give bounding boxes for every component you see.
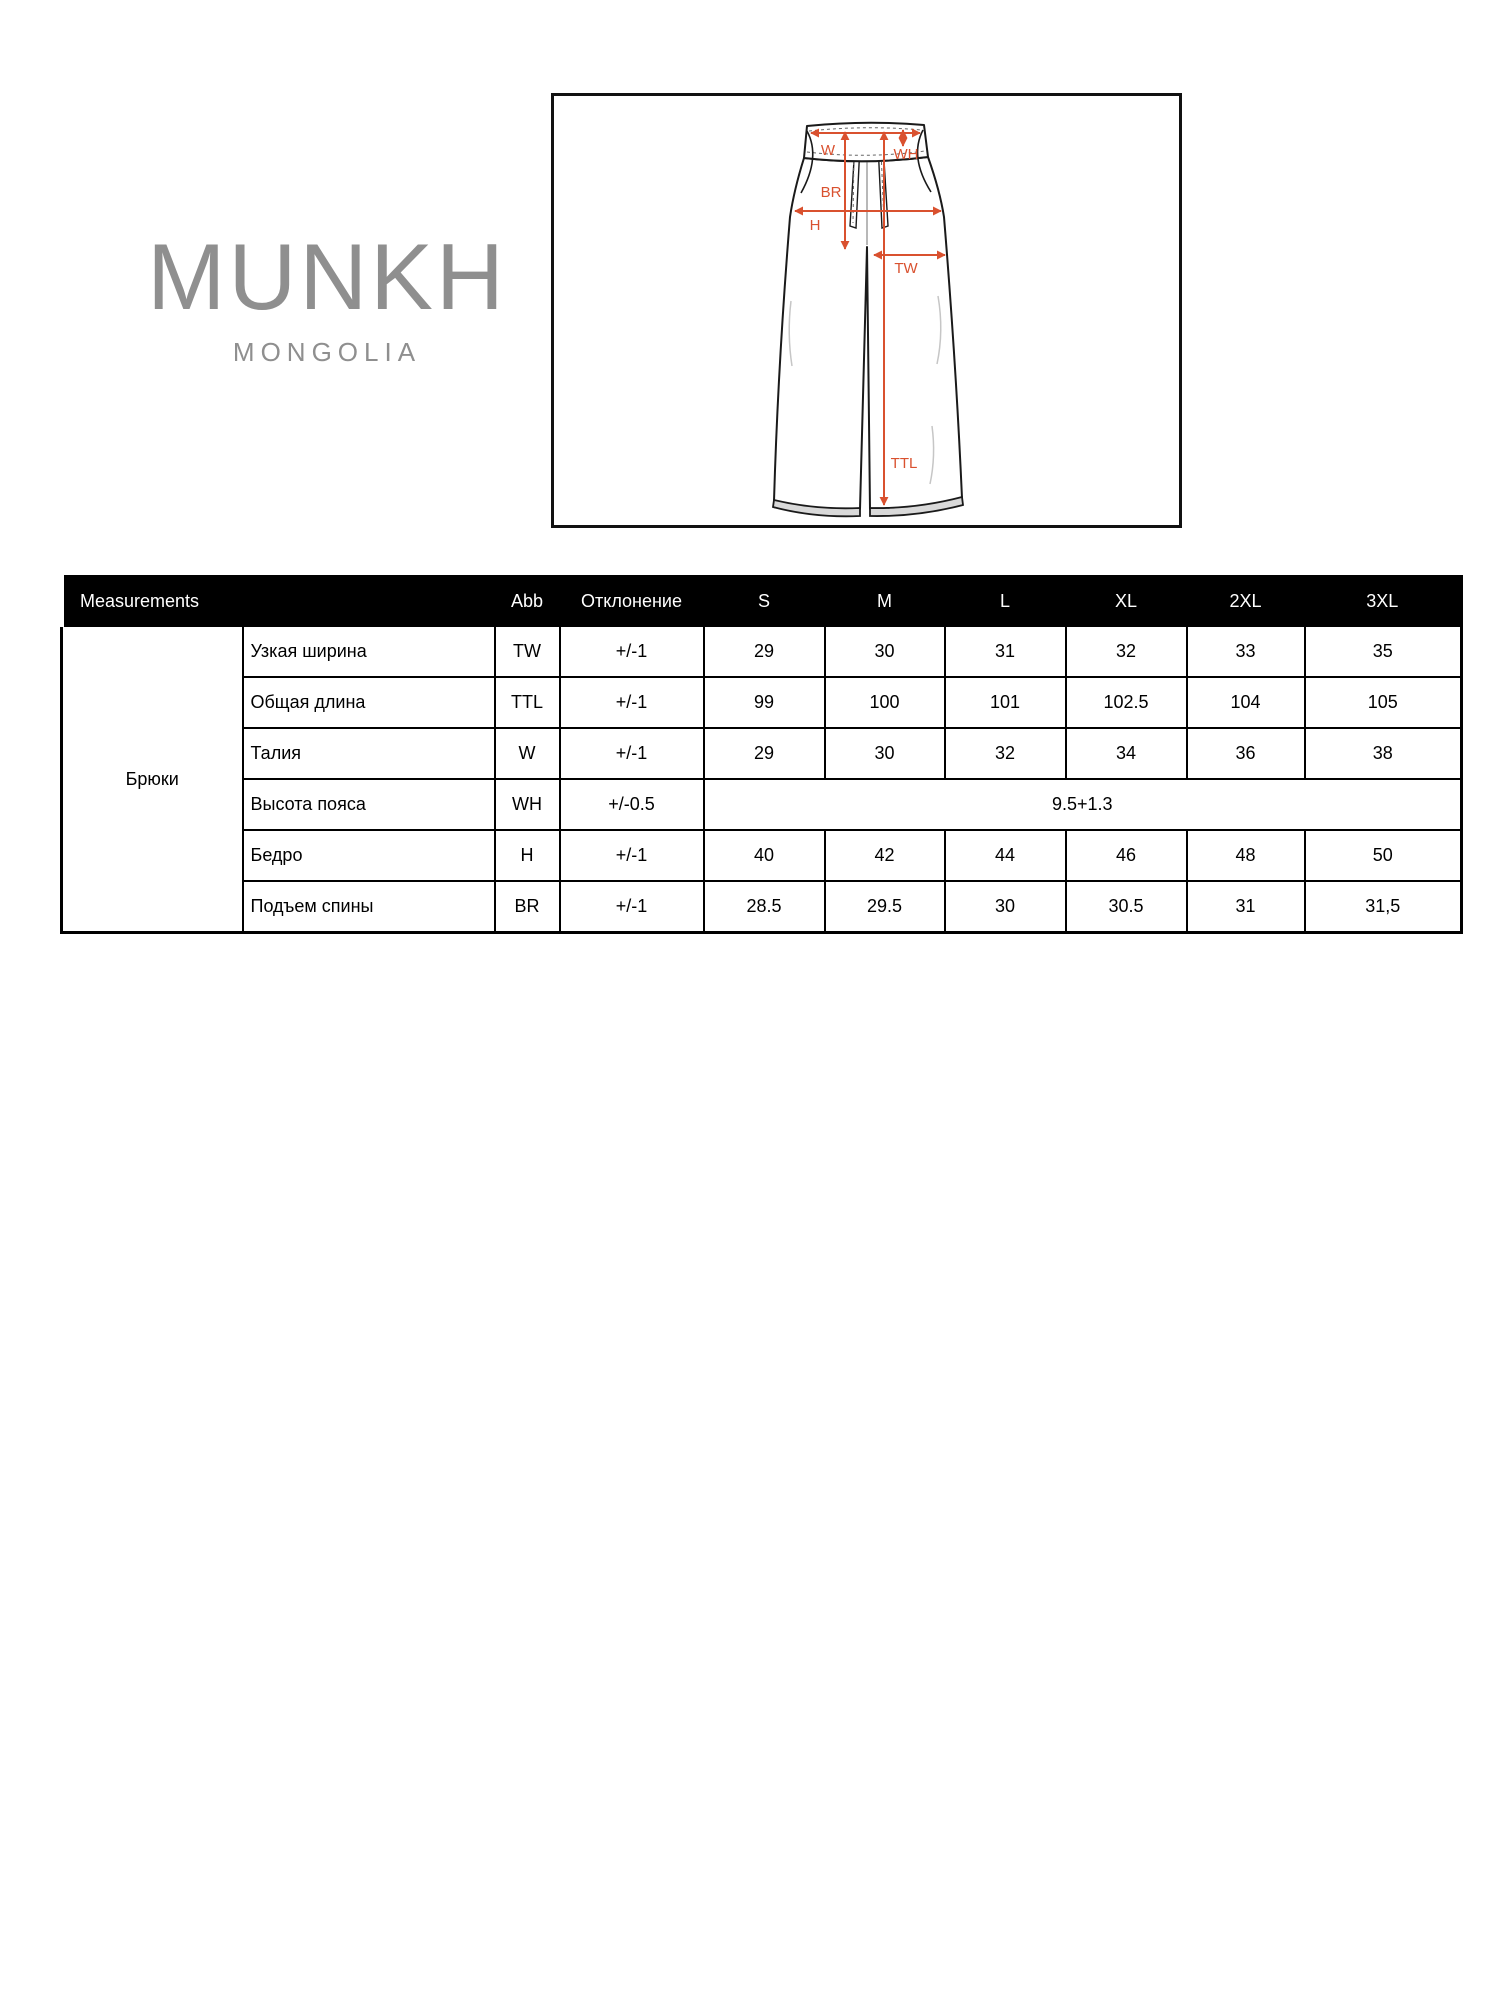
row-abb-cell: WH <box>495 779 560 830</box>
row-name-cell: Подъем спины <box>243 881 495 933</box>
size-value-cell: 44 <box>945 830 1066 881</box>
header-size-2xl: 2XL <box>1187 577 1305 627</box>
row-abb-cell: H <box>495 830 560 881</box>
size-value-cell: 29 <box>704 626 825 677</box>
size-value-cell: 50 <box>1305 830 1462 881</box>
size-value-cell: 32 <box>1066 626 1187 677</box>
row-deviation-cell: +/-1 <box>560 626 704 677</box>
size-value-cell: 31 <box>1187 881 1305 933</box>
total-length-label: TTL <box>890 455 918 472</box>
size-value-cell: 104 <box>1187 677 1305 728</box>
table-row <box>62 881 1462 933</box>
size-value-cell: 101 <box>945 677 1066 728</box>
size-value-cell: 36 <box>1187 728 1305 779</box>
header-size-m: M <box>825 577 945 627</box>
row-deviation-cell: +/-0.5 <box>560 779 704 830</box>
row-name-cell: Высота пояса <box>243 779 495 830</box>
back-rise-label: BR <box>820 184 842 201</box>
size-value-cell: 28.5 <box>704 881 825 933</box>
logo-brand-text: MUNKH <box>147 224 507 329</box>
size-value-cell: 102.5 <box>1066 677 1187 728</box>
table-row <box>62 626 1462 677</box>
row-name-cell: Общая длина <box>243 677 495 728</box>
table-row <box>62 728 1462 779</box>
size-value-cell: 48 <box>1187 830 1305 881</box>
size-value-cell: 40 <box>704 830 825 881</box>
size-value-cell: 30 <box>825 728 945 779</box>
size-value-cell: 42 <box>825 830 945 881</box>
row-name-cell: Узкая ширина <box>243 626 495 677</box>
row-deviation-cell: +/-1 <box>560 881 704 933</box>
header-abb: Abb <box>495 577 560 627</box>
waist-label: W <box>820 142 836 159</box>
row-deviation-cell: +/-1 <box>560 830 704 881</box>
size-value-cell: 38 <box>1305 728 1462 779</box>
size-value-cell: 30 <box>825 626 945 677</box>
waistband-height-label: WH <box>893 146 919 163</box>
row-deviation-cell: +/-1 <box>560 677 704 728</box>
hip-label: H <box>809 217 821 234</box>
row-deviation-cell: +/-1 <box>560 728 704 779</box>
row-abb-cell: TTL <box>495 677 560 728</box>
size-value-cell: 35 <box>1305 626 1462 677</box>
table-row <box>62 830 1462 881</box>
row-name-cell: Бедро <box>243 830 495 881</box>
size-value-cell: 46 <box>1066 830 1187 881</box>
table-row <box>62 779 1462 830</box>
thigh-width-label: TW <box>894 260 918 277</box>
size-value-cell: 30 <box>945 881 1066 933</box>
logo-subtitle: MONGOLIA <box>232 336 422 367</box>
size-value-cell: 100 <box>825 677 945 728</box>
row-abb-cell: TW <box>495 626 560 677</box>
size-value-cell: 32 <box>945 728 1066 779</box>
row-abb-cell: W <box>495 728 560 779</box>
size-span-value-cell: 9.5+1.3 <box>704 779 1462 830</box>
header-size-xl: XL <box>1066 577 1187 627</box>
table-header-row <box>62 577 1462 627</box>
table-row <box>62 677 1462 728</box>
size-value-cell: 34 <box>1066 728 1187 779</box>
pants-diagram-box <box>551 93 1182 528</box>
size-value-cell: 29.5 <box>825 881 945 933</box>
header-size-l: L <box>945 577 1066 627</box>
pants-illustration <box>554 96 1179 525</box>
header-size-s: S <box>704 577 825 627</box>
group-label-cell: Брюки <box>62 626 243 933</box>
size-value-cell: 105 <box>1305 677 1462 728</box>
size-value-cell: 33 <box>1187 626 1305 677</box>
header-size-3xl: 3XL <box>1305 577 1462 627</box>
size-value-cell: 99 <box>704 677 825 728</box>
brand-logo <box>133 224 521 368</box>
row-name-cell: Талия <box>243 728 495 779</box>
size-value-cell: 31,5 <box>1305 881 1462 933</box>
size-value-cell: 31 <box>945 626 1066 677</box>
header-deviation: Отклонение <box>560 577 704 627</box>
measurements-table <box>59 575 1463 934</box>
size-value-cell: 29 <box>704 728 825 779</box>
size-value-cell: 30.5 <box>1066 881 1187 933</box>
header-measurements: Measurements <box>62 577 495 627</box>
row-abb-cell: BR <box>495 881 560 933</box>
